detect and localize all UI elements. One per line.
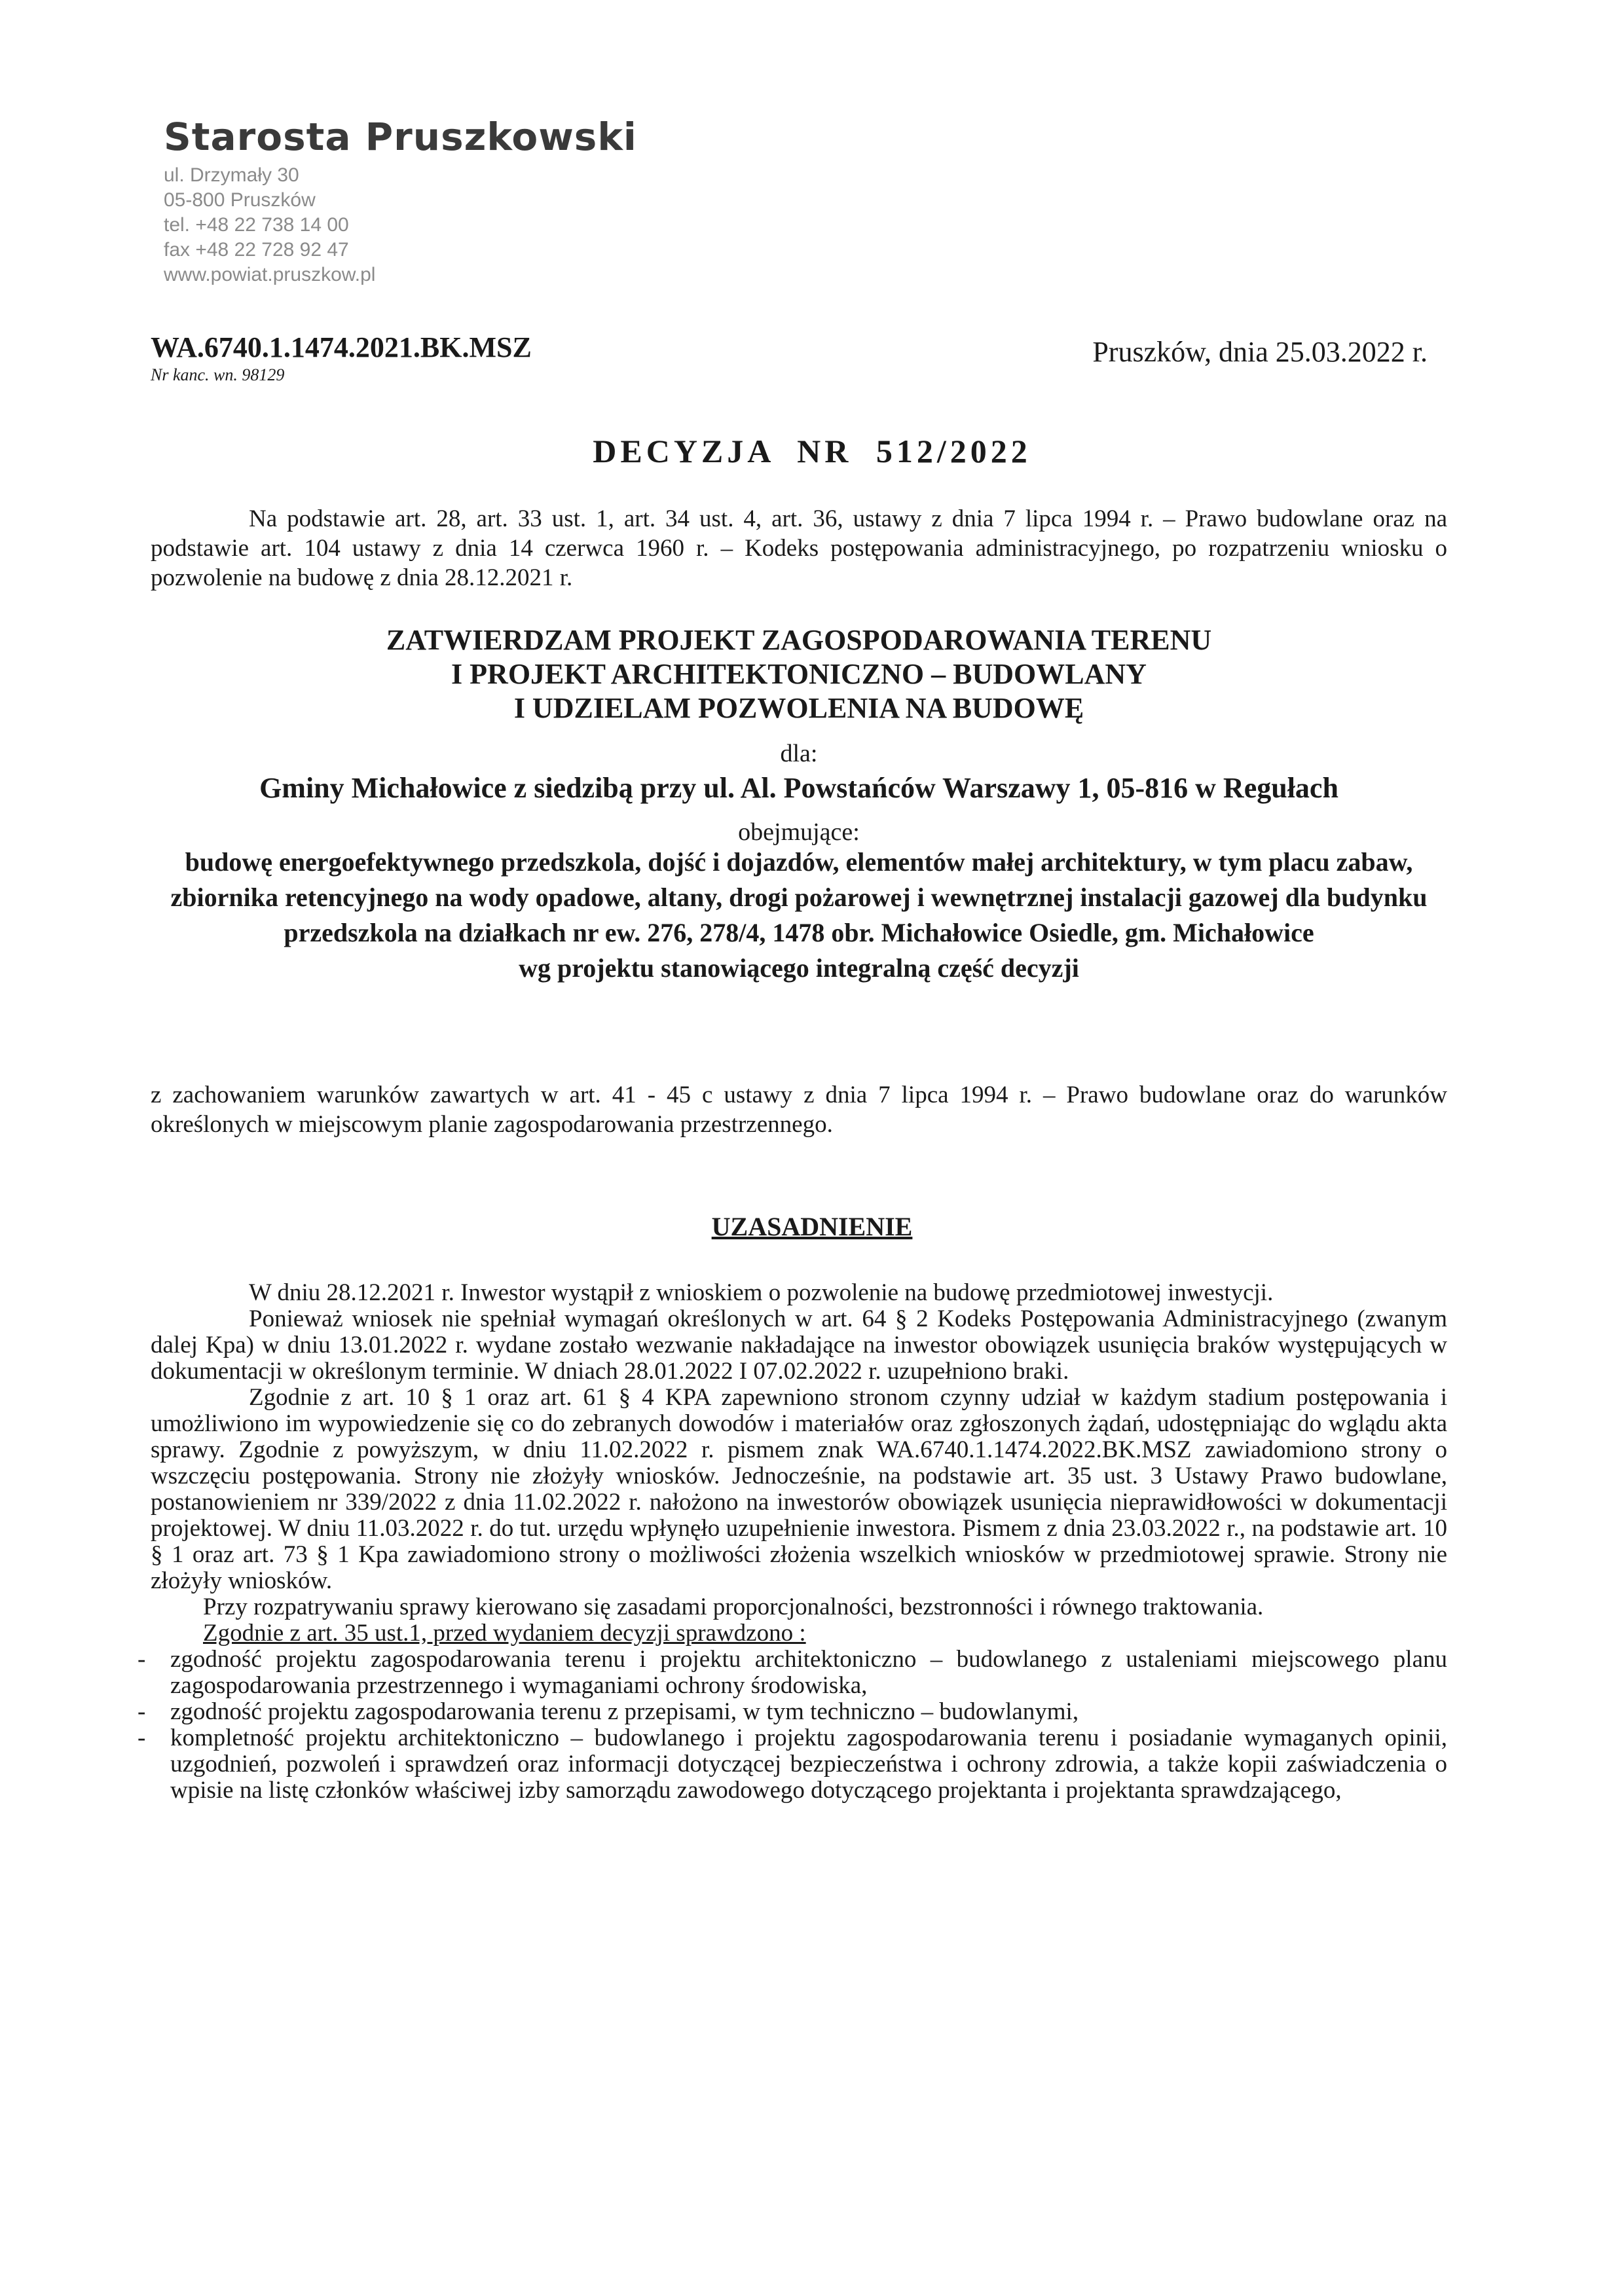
issuer-phone: tel. +48 22 738 14 00 xyxy=(164,214,349,236)
investor-name: Gminy Michałowice z siedzibą przy ul. Al. Powstańców Warszawy 1, 05-816 w Regułach xyxy=(259,772,1338,804)
for-label: dla: xyxy=(780,740,818,767)
justification-paragraph-4: Przy rozpatrywaniu sprawy kierowano się zasadami proporcjonalności, bezstronności i równego traktowania. xyxy=(203,1594,1264,1620)
approval-line-2: I PROJEKT ARCHITEKTONICZNO – BUDOWLANY xyxy=(451,658,1147,690)
checked-intro-line xyxy=(151,1620,1447,1647)
approval-heading xyxy=(151,623,1447,725)
justification-paragraph-3: Zgodnie z art. 10 § 1 oraz art. 61 § 4 KPA zapewniono stronom czynny udział w każdym stadium postępowania i umożliwiono im wypowiedzenie się co do zebranych dowodów i materiałów oraz zgłoszonych żądań, udostępniając do wglądu akta sprawy. Zgodnie z powyższym, w dniu 11.02.2022 r. pismem znak WA.6740.1.1474.2022.BK.MSZ zawiadomiono strony o wszczęciu postępowania. Strony nie złożyły wniosków. Jednocześnie, na podstawie art. 35 ust. 3 Ustawy Prawo budowlane, postanowieniem nr 339/2022 z dnia 11.02.2022 r. nałożono na inwestorów obowiązek usunięcia nieprawidłowości w dokumentacji projektowej. W dniu 11.03.2022 r. do tut. urzędu wpłynęło uzupełnienie inwestora. Pismem z dnia 23.03.2022 r., na podstawie art. 10 § 1 oraz art. 73 § 1 Kpa zawiadomiono strony o możliwości złożenia wszelkich wniosków w przedmiotowej sprawie. Strony nie złożyły wniosków. xyxy=(151,1384,1447,1594)
issuer-contact xyxy=(164,163,753,287)
list-item xyxy=(138,1724,1447,1804)
approval-line-1: ZATWIERDZAM PROJEKT ZAGOSPODAROWANIA TERENU xyxy=(386,624,1212,656)
issuer-address: ul. Drzymały 30 xyxy=(164,164,299,186)
list-item-text: zgodność projektu zagospodarowania terenu z przepisami, w tym techniczno – budowlanymi, xyxy=(170,1698,1079,1725)
list-item xyxy=(138,1646,1447,1699)
case-number: WA.6740.1.1474.2021.BK.MSZ xyxy=(151,331,532,363)
dash-bullet: - xyxy=(138,1698,146,1725)
checked-intro: Zgodnie z art. 35 ust.1, przed wydaniem decyzji sprawdzono : xyxy=(203,1620,806,1647)
document-date: Pruszków, dnia 25.03.2022 r. xyxy=(1092,336,1428,368)
justification-paragraph-1: W dniu 28.12.2021 r. Inwestor wystąpił z wnioskiem o pozwolenie na budowę przedmiotowej inwestycji. xyxy=(249,1279,1274,1306)
project-scope: budowę energoefektywnego przedszkola, dojść i dojazdów, elementów małej architektury, w tym placu zabaw, zbiornika retencyjnego na wody opadowe, altany, drogi pożarowej i wewnętrznej instalacji gazowej dla budynku przedszkola na działkach nr ew. 276, 278/4, 1478 obr. Michałowice Osiedle, gm. Michałowice xyxy=(170,847,1428,947)
issuer-fax: fax +48 22 728 92 47 xyxy=(164,239,349,261)
justification-title: UZASADNIENIE xyxy=(711,1212,913,1241)
legal-basis-paragraph: Na podstawie art. 28, art. 33 ust. 1, art. 34 ust. 4, art. 36, ustawy z dnia 7 lipca 1994 r. – Prawo budowlane oraz na podstawie art. 104 ustawy z dnia 14 czerwca 1960 r. – Kodeks postępowania administracyjnego, po rozpatrzeniu wniosku o pozwolenie na budowę z dnia 28.12.2021 r. xyxy=(151,505,1447,591)
dash-bullet: - xyxy=(138,1646,146,1673)
for-label-block xyxy=(151,738,1447,769)
list-item-text: kompletność projektu architektoniczno – budowlanego i projektu zagospodarowania terenu i posiadanie wymaganych opinii, uzgodnień, pozwoleń i sprawdzeń oraz informacji dotyczącej bezpieczeństwa i ochrony zdrowia, a także kopii zaświadczenia o wpisie na listę członków właściwej izby samorządu zawodowego dotyczącego projektanta i projektanta sprawdzającego, xyxy=(170,1724,1447,1804)
justification-paragraph-2: Ponieważ wniosek nie spełniał wymagań określonych w art. 64 § 2 Kodeks Postępowania Administracyjnego (zwanym dalej Kpa) w dniu 13.01.2022 r. wydane zostało wezwanie nakładające na inwestor obowiązek usunięcia braków występujących w dokumentacji w określonym terminie. W dniach 28.01.2022 I 07.02.2022 r. uzupełniono braki. xyxy=(151,1305,1447,1385)
justification-body xyxy=(138,1279,1447,1804)
list-item xyxy=(138,1698,1447,1725)
dash-bullet: - xyxy=(138,1724,146,1751)
investor-block xyxy=(151,771,1447,805)
covering-label: obejmujące: xyxy=(738,818,860,846)
conditions-paragraph: z zachowaniem warunków zawartych w art. 41 - 45 c ustawy z dnia 7 lipca 1994 r. – Prawo budowlane oraz do warunków określonych w miejscowym planie zagospodarowania przestrzennego. xyxy=(151,1082,1447,1138)
approval-line-3: I UDZIELAM POZWOLENIA NA BUDOWĘ xyxy=(513,692,1084,724)
covering-label-block xyxy=(151,817,1447,847)
list-item-text: zgodność projektu zagospodarowania terenu i projektu architektoniczno – budowlanego z ustaleniami miejscowego planu zagospodarowania przestrzennego i wymaganiami ochrony środowiska, xyxy=(170,1646,1447,1699)
letterhead xyxy=(164,115,753,287)
checked-list xyxy=(138,1646,1447,1804)
issuer-website: www.powiat.pruszkow.pl xyxy=(164,264,376,285)
scope-block xyxy=(151,845,1447,986)
decision-title: DECYZJA NR 512/2022 xyxy=(593,433,1031,469)
office-number: Nr kanc. wn. 98129 xyxy=(151,365,285,384)
issuer-name: Starosta Pruszkowski xyxy=(164,115,637,159)
project-reference: wg projektu stanowiącego integralną część decyzji xyxy=(519,953,1079,983)
reference-block xyxy=(151,331,805,386)
issuer-postal: 05-800 Pruszków xyxy=(164,189,316,211)
